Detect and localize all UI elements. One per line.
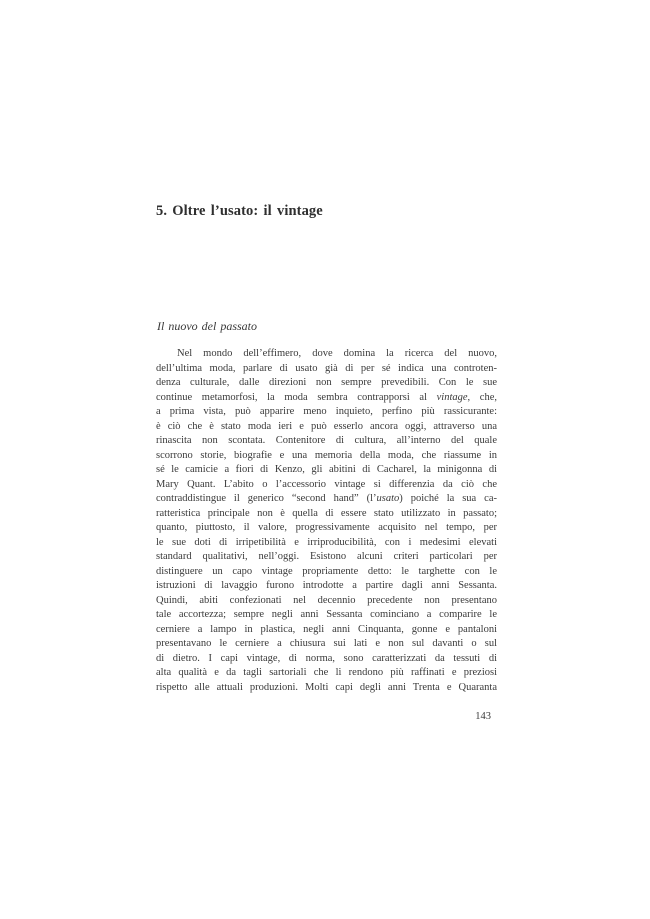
text-run: continue metamorfosi, la moda sembra contrapporsi al xyxy=(156,391,437,403)
text-run: alta qualità e da tagli sartoriali che li rendono più raffinati e preziosi xyxy=(156,667,497,678)
text-run: a prima vista, può apparire meno inquieto, perfino più rassicurante: xyxy=(156,406,497,417)
text-run: contraddistingue il generico “second hand” (l’ xyxy=(156,493,377,504)
section-heading: Il nuovo del passato xyxy=(157,319,257,333)
body-line xyxy=(156,492,497,507)
italic-run: vintage xyxy=(436,391,468,403)
body-line xyxy=(156,449,497,464)
body-line xyxy=(156,608,497,623)
text-run: tale accortezza; sempre negli anni Sessanta cominciano a comparire le xyxy=(156,609,497,620)
body-line xyxy=(156,666,497,681)
body-line xyxy=(156,652,497,667)
text-run: dell’ultima moda, parlare di usato già di per sé indica una controten- xyxy=(156,362,497,374)
body-line xyxy=(156,507,497,522)
text-run: ratteristica principale non è quella di essere stato utilizzato in passato; xyxy=(156,507,497,519)
text-run: rinascita non scontata. Contenitore di cultura, all’interno del quale xyxy=(156,435,497,446)
text-run: Quindi, abiti confezionati nel decennio precedente non presentano xyxy=(156,594,497,606)
body-line xyxy=(156,623,497,638)
body-line xyxy=(156,362,497,377)
body-line xyxy=(156,478,497,493)
text-run: ) poiché la sua ca- xyxy=(399,493,497,504)
text-run: , che, xyxy=(467,391,497,403)
text-run: scorrono storie, biografie e una memoria della moda, che riassume in xyxy=(156,449,497,461)
body-line xyxy=(156,579,497,594)
italic-run: usato xyxy=(376,493,400,504)
text-run: Mary Quant. L’abito o l’accessorio vintage si differenzia da ciò che xyxy=(156,478,497,490)
body-line xyxy=(156,637,497,652)
text-run: cerniere a lampo in plastica, negli anni Cinquanta, gonne e pantaloni xyxy=(156,623,497,635)
chapter-title: 5. Oltre l’usato: il vintage xyxy=(156,203,323,219)
text-run: quanto, piuttosto, il valore, progressivamente acquisito nel tempo, per xyxy=(156,522,497,533)
text-run: di dietro. I capi vintage, di norma, sono caratterizzati da tessuti di xyxy=(156,652,497,664)
body-line xyxy=(156,536,497,551)
body-line xyxy=(156,420,497,435)
text-run: distinguere un capo vintage propriamente detto: le targhette con le xyxy=(156,565,497,577)
body-line xyxy=(156,521,497,536)
body-line xyxy=(156,594,497,609)
body-line xyxy=(156,376,497,391)
body-line xyxy=(156,434,497,449)
text-run: presentavano le cerniere a chiusura sui lati e non sul davanti o sul xyxy=(156,638,497,649)
text-run: standard qualitativi, nell’oggi. Esistono alcuni criteri particolari per xyxy=(156,551,497,562)
body-line xyxy=(156,681,497,696)
page-number: 143 xyxy=(475,711,491,722)
body-line xyxy=(156,463,497,478)
text-run: le sue doti di irripetibilità e irriproducibilità, con i medesimi elevati xyxy=(156,536,497,548)
text-run: sé le camicie a fiori di Kenzo, gli abitini di Cacharel, la minigonna di xyxy=(156,464,497,475)
body-line xyxy=(156,550,497,565)
body-line xyxy=(156,405,497,420)
body-line xyxy=(156,565,497,580)
text-run: è ciò che è stato moda ieri e può esserlo ancora oggi, attraverso una xyxy=(156,420,497,432)
text-run: Nel mondo dell’effimero, dove domina la ricerca del nuovo, xyxy=(177,348,497,359)
text-run: istruzioni di lavaggio furono introdotte a partire dagli anni Sessanta. xyxy=(156,580,497,591)
body-line xyxy=(156,347,497,362)
body-line xyxy=(156,391,497,406)
paragraph xyxy=(156,347,497,695)
text-run: denza culturale, dalle direzioni non sempre prevedibili. Con le sue xyxy=(156,377,497,388)
text-run: rispetto alle attuali produzioni. Molti capi degli anni Trenta e Quaranta xyxy=(156,681,497,693)
